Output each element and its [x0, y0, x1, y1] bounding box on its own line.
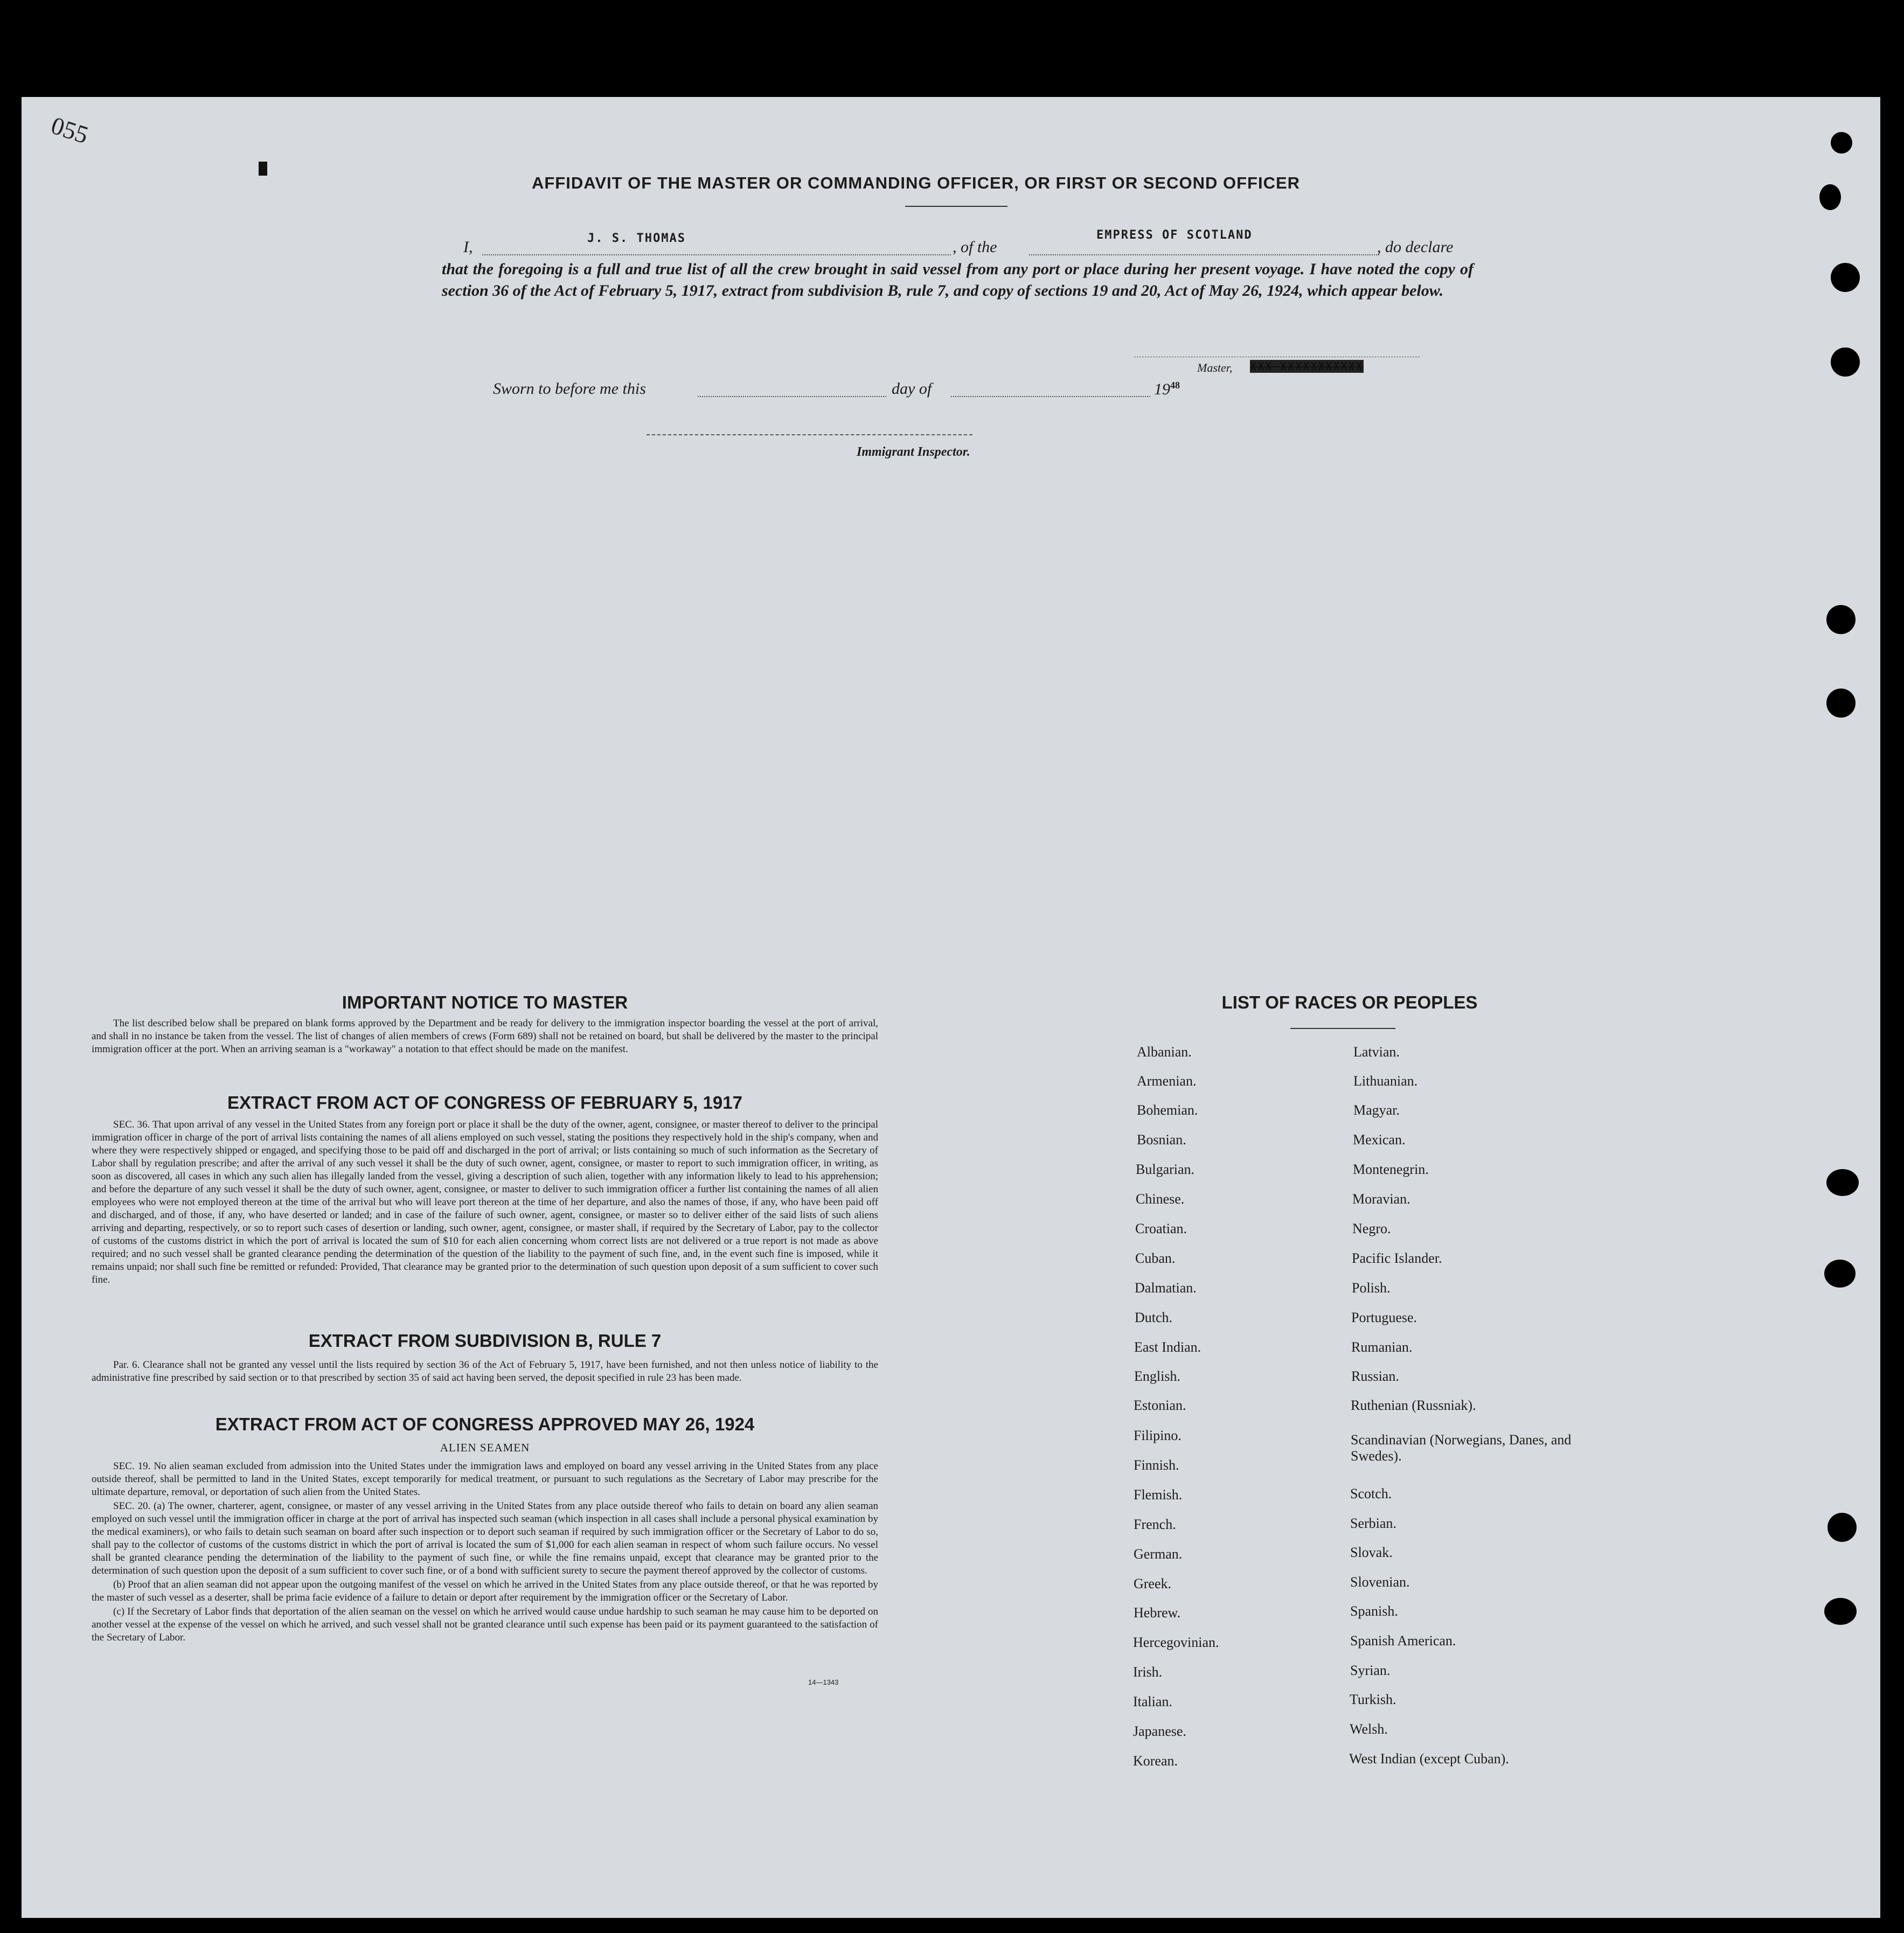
race-item: Chinese.	[1136, 1191, 1185, 1207]
inspector-label: Immigrant Inspector.	[857, 445, 970, 459]
ink-mark	[259, 162, 267, 176]
race-item: Negro.	[1352, 1221, 1391, 1236]
rule7-paragraph: Par. 6. Clearance shall not be granted any vessel until the lists required by section 36 of the Act of February 5, 1917, have been furnished, and not then unless notice of liability to the administrative fine prescribed by said section or to that prescribed by section 35 of said act having been served, the deposit specified in rule 23 has been made.	[92, 1359, 878, 1383]
race-item: French.	[1134, 1517, 1176, 1532]
race-item: Spanish.	[1350, 1603, 1398, 1619]
race-item: Scandinavian (Norwegians, Danes, and Swedes).	[1351, 1432, 1572, 1464]
race-item: Lithuanian.	[1353, 1073, 1418, 1089]
race-item: Hercegovinian.	[1133, 1635, 1219, 1650]
sec20c-paragraph: (c) If the Secretary of Labor finds that deportation of the alien seaman on the vessel on which he arrived would cause undue hardship to such seaman he may cause him to be deported on another vessel at the expense of the vessel on which he arrived, and such vessel shall not be granted clearance until such expense has been paid or its payment guaranteed to the satisfaction of the Secretary of Labor.	[92, 1606, 878, 1643]
inspector-signature-line	[647, 434, 972, 435]
race-item: English.	[1134, 1368, 1180, 1384]
sec20a-paragraph: SEC. 20. (a) The owner, charterer, agent, consignee, or master of any vessel arriving in the United States from any place outside thereof who fails to detain on board any alien seaman employed on such vessel until the immigration officer in charge at the port of arrival has inspected such seaman (which inspection in all cases shall include a personal physical examination by the medical examiners), or who fails to detain such seaman on board after such inspection or to deport such seaman if required by such immigration officer or the Secretary of Labor to do so, shall pay to the collector of customs of the customs district in which the port of arrival is located the sum of $1,000 for each alien seaman in respect of whom such failure occurs. No vessel shall be granted clearance pending the determination of the liability to the payment of such fine, or while the fine remains unpaid, except that clearance may be granted prior to the determination of such question upon the deposit of a sum sufficient to cover such fine, or of a bond with sufficient surety to secure the payment thereof approved by the collector of customs.	[92, 1500, 878, 1576]
do-declare-label: , do declare	[1377, 238, 1454, 256]
race-item: Syrian.	[1350, 1663, 1391, 1678]
race-item: West Indian (except Cuban).	[1349, 1751, 1509, 1767]
punch-hole	[1826, 1169, 1859, 1196]
race-item: Irish.	[1133, 1664, 1163, 1680]
race-item: Estonian.	[1134, 1397, 1186, 1413]
race-item: Mexican.	[1353, 1132, 1406, 1148]
master-struck-title: XXX XXXXXXXXXXX	[1250, 360, 1364, 373]
race-item: Portuguese.	[1351, 1310, 1417, 1325]
sec19-paragraph: SEC. 19. No alien seaman excluded from admission into the United States under the immigration laws and employed on board any vessel arriving in the United States from any place outside thereof, shall be permitted to land in the United States, except temporarily for medical treatment, or pursuant to such regulations as the Secretary of Labor may prescribe for the ultimate departure, removal, or deportation of such alien from the United States.	[92, 1461, 878, 1498]
race-item: Hebrew.	[1134, 1605, 1181, 1621]
race-item: Montenegrin.	[1353, 1162, 1429, 1177]
race-item: Slovak.	[1350, 1545, 1393, 1560]
race-item: Latvian.	[1353, 1044, 1400, 1060]
extract-1924-title: EXTRACT FROM ACT OF CONGRESS APPROVED MAY 26, 1924	[215, 1414, 755, 1434]
punch-hole	[1826, 605, 1856, 634]
race-item: Japanese.	[1133, 1723, 1186, 1739]
race-item: Korean.	[1133, 1753, 1178, 1769]
punch-hole	[1824, 1598, 1857, 1625]
race-item: Dutch.	[1135, 1310, 1173, 1325]
sworn-label: Sworn to before me this	[493, 380, 646, 398]
master-label: Master,	[1197, 361, 1233, 374]
affidavit-title-rule	[905, 206, 1007, 207]
sworn-month-line	[951, 396, 1150, 397]
races-title: LIST OF RACES OR PEOPLES	[1221, 992, 1478, 1012]
race-item: Dalmatian.	[1135, 1280, 1197, 1296]
race-item: Filipino.	[1134, 1428, 1182, 1443]
race-item: Welsh.	[1350, 1721, 1388, 1737]
year-prefix	[1154, 380, 1180, 399]
race-item: Bohemian.	[1137, 1102, 1198, 1118]
affidavit-i-label: I,	[463, 238, 473, 256]
punch-hole	[1827, 1513, 1857, 1542]
race-item: Spanish American.	[1350, 1633, 1456, 1649]
race-item: Greek.	[1134, 1576, 1172, 1591]
race-item: Slovenian.	[1350, 1574, 1410, 1590]
alien-seamen-subtitle: ALIEN SEAMEN	[440, 1441, 530, 1454]
notice-paragraph: The list described below shall be prepared on blank forms approved by the Department and be ready for delivery to the immigration inspector boarding the vessel at the port of arrival, and shall in no instance be taken from the vessel. The list of changes of alien members of crews (Form 689) shall not be retained on board, but shall be delivered by the master to the principal immigration officer at the port. When an arriving seaman is a "workaway" a notation to that effect should be made on the manifest.	[92, 1018, 878, 1055]
affidavit-body: that the foregoing is a full and true list of all the crew brought in said vessel from any port or place during her present voyage. I have noted the copy of section 36 of the Act of February 5, 1917, extract from subdivision B, rule 7, and copy of sections 19 and 20, Act of May 26, 1924, which appear below.	[442, 260, 1474, 300]
race-item: East Indian.	[1134, 1339, 1201, 1355]
race-item: Pacific Islander.	[1352, 1250, 1442, 1266]
race-item: Flemish.	[1134, 1487, 1183, 1503]
notice-title: IMPORTANT NOTICE TO MASTER	[342, 992, 628, 1012]
affidavit-title: AFFIDAVIT OF THE MASTER OR COMMANDING OFFICER, OR FIRST OR SECOND OFFICER	[531, 173, 1301, 192]
race-item: Finnish.	[1134, 1457, 1179, 1473]
race-item: Albanian.	[1137, 1044, 1192, 1060]
rule7-title: EXTRACT FROM SUBDIVISION B, RULE 7	[308, 1331, 662, 1351]
punch-hole	[1831, 132, 1852, 154]
of-the-label: , of the	[953, 238, 997, 256]
form-number: 14—1343	[808, 1678, 839, 1686]
race-item: Armenian.	[1137, 1073, 1197, 1089]
sworn-day-line	[698, 396, 886, 397]
race-item: Italian.	[1133, 1694, 1172, 1709]
extract-1924-text	[92, 1460, 878, 1645]
race-item: Turkish.	[1350, 1692, 1396, 1707]
notice-text	[92, 1017, 878, 1057]
day-of-label: day of	[892, 380, 932, 398]
year-prefix-text: 19	[1154, 380, 1170, 398]
vessel-name-line	[1029, 254, 1379, 255]
handwritten-mark: 055	[47, 111, 92, 149]
races-title-rule	[1290, 1028, 1395, 1029]
race-item: Ruthenian (Russniak).	[1351, 1397, 1476, 1413]
extract-1917-title: EXTRACT FROM ACT OF CONGRESS OF FEBRUARY 5, 1917	[227, 1093, 742, 1112]
race-item: Cuban.	[1135, 1250, 1176, 1266]
race-item: Moravian.	[1352, 1191, 1410, 1207]
punch-hole	[1819, 184, 1841, 210]
race-item: German.	[1134, 1546, 1183, 1562]
punch-hole	[1826, 689, 1856, 718]
extract-1917-paragraph: SEC. 36. That upon arrival of any vessel in the United States from any foreign port or place it shall be the duty of the owner, agent, consignee, or master thereof to deliver to the principal immigration officer in charge of the port of arrival lists containing the names of all aliens employed on such vessel, stating the positions they respectively hold in the ship's company, when and where they were respectively shipped or engaged, and specifying those to be paid off and discharged in the port of arrival; or lists containing so much of such information as the Secretary of Labor shall by regulation prescribe; and after the arrival of any such vessel it shall be the duty of such owner, agent, consignee, or master to report to such immigration officer, in writing, as soon as discovered, all cases in which any such alien has illegally landed from the vessel, giving a description of such alien, together with any information likely to lead to his apprehension; and before the departure of any such vessel it shall be the duty of such owner, agent, consignee, or master to deliver to such immigration officer a further list containing the names of all alien employees who were not employed thereon at the time of the arrival but who will leave port thereon at the time of her departure, and also the names of those, if any, who have been paid off and discharged, and of those, if any, who have deserted or landed; and in case of the failure of such owner, agent, consignee, or master so to deliver either of the said lists of such aliens arriving and departing, respectively, or so to report such cases of desertion or landing, such owner, agent, consignee, or master shall, if required by the Secretary of Labor, pay to the collector of customs of the customs district in which the port of arrival is located the sum of $10 for each alien concerning whom correct lists are not delivered or a true report is not made as above required; and no such vessel shall be granted clearance pending the determination of the question of the liability to the payment of such fine, and, in the event such fine is imposed, while it remains unpaid; nor shall such fine be remitted or refunded: Provided, That clearance may be granted prior to the determination of such question upon deposit of a sum sufficient to cover such fine.	[92, 1119, 878, 1285]
race-item: Scotch.	[1350, 1486, 1392, 1501]
officer-name-line	[482, 254, 951, 255]
year-suffix: 48	[1170, 380, 1180, 391]
race-item: Bosnian.	[1137, 1132, 1186, 1148]
race-item: Russian.	[1351, 1368, 1399, 1384]
vessel-name-field: EMPRESS OF SCOTLAND	[1096, 228, 1253, 242]
race-item: Bulgarian.	[1136, 1162, 1195, 1177]
sec20b-paragraph: (b) Proof that an alien seaman did not appear upon the outgoing manifest of the vessel on which he arrived in the United States from any place outside thereof, or that he was reported by the master of such vessel as a deserter, shall be prima facie evidence of a failure to detain or deport after requirement by the immigration officer or the Secretary of Labor.	[92, 1579, 878, 1603]
race-item: Rumanian.	[1351, 1339, 1413, 1355]
extract-1917-text	[92, 1118, 878, 1288]
officer-name-field: J. S. THOMAS	[587, 232, 686, 245]
race-item: Serbian.	[1350, 1515, 1396, 1531]
punch-hole	[1831, 263, 1860, 292]
race-item: Magyar.	[1353, 1102, 1400, 1118]
rule7-text	[92, 1359, 878, 1386]
punch-hole	[1824, 1260, 1856, 1288]
punch-hole	[1831, 347, 1860, 377]
race-item: Croatian.	[1135, 1221, 1187, 1236]
race-item: Polish.	[1352, 1280, 1391, 1296]
